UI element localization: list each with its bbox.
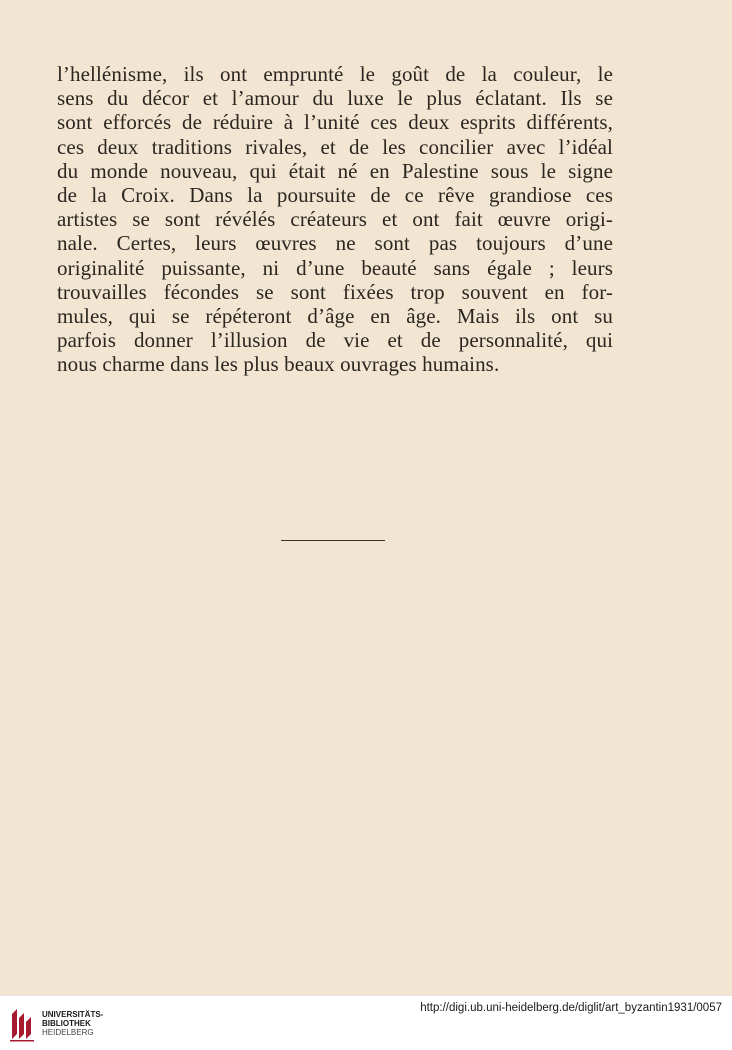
library-name — [42, 1010, 103, 1037]
text-line: ces deux traditions rivales, et de les concilier avec l’idéal — [57, 134, 613, 159]
text-line: parfois donner l’illusion de vie et de personnalité, qui — [57, 328, 613, 353]
source-url-link[interactable]: http://digi.ub.uni-heidelberg.de/diglit/art_byzantin1931/0057 — [420, 1002, 722, 1014]
text-line: de la Croix. Dans la poursuite de ce rêve grandiose ces — [57, 183, 613, 208]
body-paragraph — [57, 62, 613, 377]
library-name-line: BIBLIOTHEK — [42, 1019, 91, 1028]
section-separator-rule — [281, 540, 385, 541]
text-line: du monde nouveau, qui était né en Palestine sous le signe — [57, 158, 613, 183]
text-line: nous charme dans les plus beaux ouvrages humains. — [57, 352, 500, 377]
text-line: sont efforcés de réduire à l’unité ces deux esprits différents, — [57, 110, 613, 135]
text-line: artistes se sont révélés créateurs et ont fait œuvre origi- — [57, 207, 613, 232]
library-name-line: HEIDELBERG — [42, 1028, 94, 1037]
text-line: originalité puissante, ni d’une beauté sans égale ; leurs — [57, 255, 613, 280]
text-line: mules, qui se répéteront d’âge en âge. Mais ils ont su — [57, 304, 613, 329]
library-name-line: UNIVERSITÄTS- — [42, 1010, 104, 1019]
text-line: trouvailles fécondes se sont fixées trop souvent en for- — [57, 279, 613, 304]
text-line: nale. Certes, leurs œuvres ne sont pas toujours d’une — [57, 231, 613, 256]
heidelberg-library-logo-icon — [8, 1006, 38, 1042]
text-line: l’hellénisme, ils ont emprunté le goût de la couleur, le — [57, 62, 613, 86]
digitization-footer — [0, 995, 732, 1050]
text-line: sens du décor et l’amour du luxe le plus éclatant. Ils se — [57, 86, 613, 111]
